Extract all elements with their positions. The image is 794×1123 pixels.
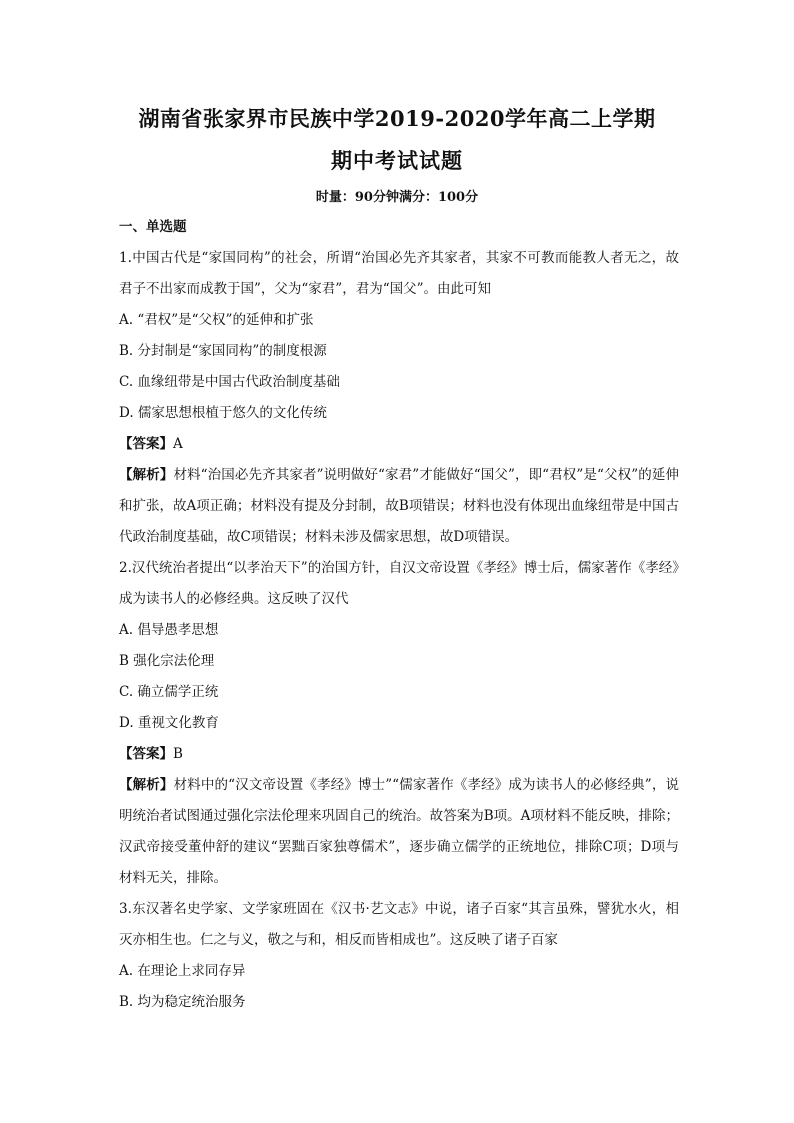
answer-value: B bbox=[173, 746, 183, 762]
answer-label: 【答案】 bbox=[119, 436, 173, 452]
answer-label: 【答案】 bbox=[119, 746, 173, 762]
question-1-option-c: C. 血缘纽带是中国古代政治制度基础 bbox=[119, 374, 340, 390]
question-2-stem: 2.汉代统治者提出“以孝治天下”的治国方针，自汉文帝设置《孝经》博士后，儒家著作《孝经》成为读书人的必修经典。这反映了汉代 bbox=[119, 560, 679, 607]
question-3-stem: 3.东汉著名史学家、文学家班固在《汉书·艺文志》中说，诸子百家“其言虽殊，譬犹水火，相灭亦相生也。仁之与义，敬之与和，相反而皆相成也”。这反映了诸子百家 bbox=[119, 901, 679, 948]
document-subtitle: 期中考试试题 bbox=[331, 148, 463, 173]
analysis-text: 材料“治国必先齐其家者”说明做好“家君”才能做好“国父”，即“君权”是“父权”的延伸和扩张，故A项正确；材料没有提及分封制，故B项错误；材料也没有体现出血缘纽带是中国古代政治制度基础，故C项错误；材料未涉及儒家思想，故D项错误。 bbox=[119, 467, 680, 545]
answer-value: A bbox=[173, 436, 183, 452]
question-2-option-b: B 强化宗法伦理 bbox=[119, 653, 215, 669]
document-body bbox=[119, 212, 679, 1018]
question-1-answer bbox=[119, 429, 679, 460]
question-1-option-b: B. 分封制是“家国同构”的制度根源 bbox=[119, 343, 327, 359]
question-2-option-d: D. 重视文化教育 bbox=[119, 715, 219, 731]
section-heading: 一、单选题 bbox=[119, 219, 187, 235]
question-3-option-b: B. 均为稳定统治服务 bbox=[119, 994, 246, 1010]
question-2-option-c: C. 确立儒学正统 bbox=[119, 684, 219, 700]
analysis-label: 【解析】 bbox=[119, 777, 174, 793]
question-2-option-a: A. 倡导愚孝思想 bbox=[119, 622, 219, 638]
document-title: 湖南省张家界市民族中学2019-2020学年高二上学期 bbox=[138, 106, 656, 131]
question-1-analysis bbox=[119, 460, 679, 553]
question-1-stem: 1.中国古代是“家国同构”的社会，所谓“治国必先齐其家者，其家不可教而能教人者无之，故君子不出家而成教于国”，父为“家君”，君为“国父”。由此可知 bbox=[119, 250, 679, 297]
question-2-analysis bbox=[119, 770, 679, 894]
analysis-text: 材料中的“汉文帝设置《孝经》博士”“儒家著作《孝经》成为读书人的必修经典”，说明统治者试图通过强化宗法伦理来巩固自己的统治。故答案为B项。A项材料不能反映，排除；汉武帝接受董仲舒的建议“罢黜百家独尊儒术”，逐步确立儒学的正统地位，排除C项；D项与材料无关，排除。 bbox=[119, 777, 679, 886]
question-1-option-a: A. “君权”是“父权”的延伸和扩张 bbox=[119, 312, 314, 328]
exam-meta: 时量：90分钟满分：100分 bbox=[315, 190, 479, 205]
question-2-answer bbox=[119, 739, 679, 770]
question-1-option-d: D. 儒家思想根植于悠久的文化传统 bbox=[119, 405, 327, 421]
analysis-label: 【解析】 bbox=[119, 467, 174, 483]
question-3-option-a: A. 在理论上求同存异 bbox=[119, 963, 246, 979]
